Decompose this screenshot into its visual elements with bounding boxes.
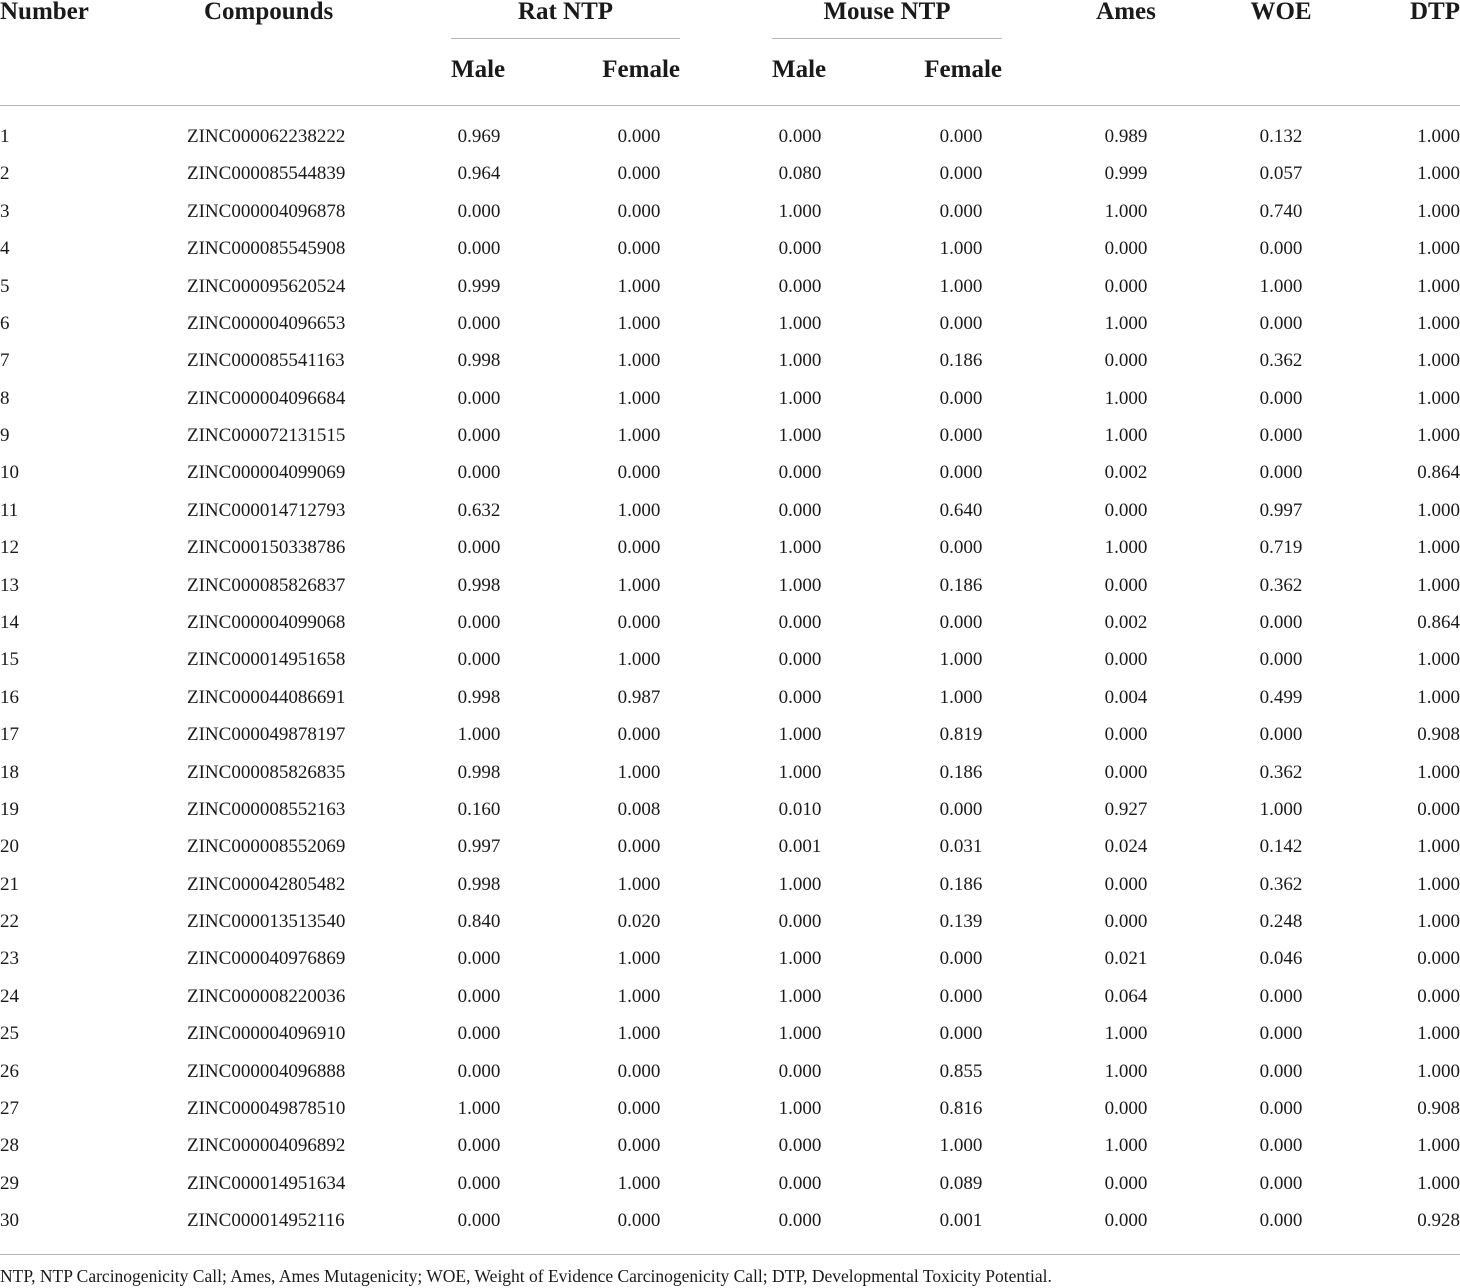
cell-dtp: 1.000 bbox=[1417, 1135, 1460, 1157]
cell-mouse-male: 1.000 bbox=[778, 724, 822, 746]
cell-rat-female: 0.000 bbox=[617, 724, 661, 746]
header-ames: Ames bbox=[1096, 0, 1156, 25]
cell-rat-female: 0.000 bbox=[617, 126, 661, 147]
cell-dtp: 1.000 bbox=[1417, 574, 1460, 596]
cell-number: 9 bbox=[0, 425, 10, 446]
cell-dtp: 1.000 bbox=[1417, 649, 1460, 671]
cell-number: 20 bbox=[0, 836, 19, 858]
cell-compound: ZINC000062238222 bbox=[187, 126, 346, 147]
cell-mouse-female: 0.000 bbox=[939, 425, 983, 446]
cell-woe: 0.000 bbox=[1259, 1135, 1303, 1157]
cell-number: 13 bbox=[0, 574, 19, 596]
cell-mouse-male: 1.000 bbox=[778, 1023, 822, 1045]
cell-number: 10 bbox=[0, 462, 19, 484]
cell-mouse-female: 0.001 bbox=[939, 1210, 983, 1231]
cell-mouse-male: 0.000 bbox=[778, 1135, 822, 1157]
cell-mouse-male: 0.000 bbox=[778, 611, 822, 633]
cell-mouse-male: 0.000 bbox=[778, 686, 822, 708]
cell-number: 22 bbox=[0, 911, 19, 932]
cell-ames: 0.000 bbox=[1104, 275, 1148, 297]
cell-dtp: 1.000 bbox=[1417, 911, 1460, 932]
cell-rat-male: 0.000 bbox=[457, 1060, 501, 1082]
cell-ames: 0.002 bbox=[1104, 462, 1148, 484]
cell-dtp: 1.000 bbox=[1417, 200, 1460, 222]
cell-ames: 0.024 bbox=[1104, 836, 1148, 858]
cell-dtp: 1.000 bbox=[1417, 312, 1460, 334]
cell-woe: 0.000 bbox=[1259, 1023, 1303, 1045]
cell-number: 27 bbox=[0, 1097, 19, 1119]
cell-rat-male: 0.000 bbox=[457, 1172, 501, 1194]
cell-dtp: 1.000 bbox=[1417, 387, 1460, 409]
cell-rat-male: 0.998 bbox=[457, 686, 501, 708]
cell-mouse-female: 0.000 bbox=[939, 126, 983, 147]
cell-dtp: 1.000 bbox=[1417, 1172, 1460, 1194]
cell-woe: 0.000 bbox=[1259, 649, 1303, 671]
cell-mouse-female: 0.089 bbox=[939, 1172, 983, 1194]
cell-mouse-male: 1.000 bbox=[778, 948, 822, 970]
cell-rat-female: 1.000 bbox=[617, 350, 661, 372]
cell-woe: 0.057 bbox=[1259, 163, 1303, 185]
header-mouse-male: Male bbox=[772, 56, 827, 83]
cell-dtp: 0.908 bbox=[1417, 1097, 1460, 1119]
table-bottom-rule bbox=[0, 1254, 1460, 1255]
cell-mouse-female: 0.000 bbox=[939, 163, 983, 185]
cell-mouse-female: 0.031 bbox=[939, 836, 983, 858]
cell-ames: 0.000 bbox=[1104, 911, 1148, 932]
cell-mouse-female: 0.000 bbox=[939, 312, 983, 334]
cell-mouse-female: 0.000 bbox=[939, 798, 983, 820]
cell-rat-male: 0.000 bbox=[457, 985, 501, 1007]
cell-mouse-female: 0.186 bbox=[939, 873, 983, 895]
cell-dtp: 1.000 bbox=[1417, 238, 1460, 260]
cell-mouse-female: 0.186 bbox=[939, 574, 983, 596]
cell-ames: 0.021 bbox=[1104, 948, 1148, 970]
cell-woe: 0.740 bbox=[1259, 200, 1303, 222]
cell-rat-male: 0.998 bbox=[457, 574, 501, 596]
cell-rat-female: 1.000 bbox=[617, 649, 661, 671]
cell-ames: 1.000 bbox=[1104, 312, 1148, 334]
cell-ames: 0.927 bbox=[1104, 798, 1148, 820]
cell-woe: 0.362 bbox=[1259, 873, 1303, 895]
header-mouse-ntp: Mouse NTP bbox=[823, 0, 951, 25]
cell-rat-male: 0.000 bbox=[457, 611, 501, 633]
cell-mouse-female: 0.819 bbox=[939, 724, 983, 746]
cell-dtp: 1.000 bbox=[1417, 163, 1460, 185]
cell-rat-male: 1.000 bbox=[457, 724, 501, 746]
cell-mouse-female: 0.816 bbox=[939, 1097, 983, 1119]
cell-number: 18 bbox=[0, 761, 19, 783]
cell-mouse-male: 0.001 bbox=[778, 836, 822, 858]
cell-mouse-male: 1.000 bbox=[778, 537, 822, 559]
cell-ames: 0.000 bbox=[1104, 499, 1148, 521]
cell-mouse-male: 1.000 bbox=[778, 574, 822, 596]
cell-dtp: 1.000 bbox=[1417, 1060, 1460, 1082]
cell-compound: ZINC000042805482 bbox=[187, 873, 346, 895]
cell-ames: 1.000 bbox=[1104, 1135, 1148, 1157]
cell-number: 16 bbox=[0, 686, 19, 708]
cell-compound: ZINC000085544839 bbox=[187, 163, 346, 185]
cell-mouse-female: 0.000 bbox=[939, 200, 983, 222]
cell-number: 3 bbox=[0, 200, 10, 222]
cell-mouse-male: 0.000 bbox=[778, 1172, 822, 1194]
cell-number: 4 bbox=[0, 238, 10, 260]
header-mouse-female: Female bbox=[924, 56, 1002, 83]
cell-rat-female: 1.000 bbox=[617, 761, 661, 783]
header-woe: WOE bbox=[1250, 0, 1312, 25]
header-dtp: DTP bbox=[1410, 0, 1460, 25]
cell-compound: ZINC000013513540 bbox=[187, 911, 346, 932]
cell-rat-female: 0.000 bbox=[617, 611, 661, 633]
cell-woe: 1.000 bbox=[1259, 275, 1303, 297]
cell-woe: 0.719 bbox=[1259, 537, 1303, 559]
cell-mouse-male: 1.000 bbox=[778, 1097, 822, 1119]
cell-compound: ZINC000004096653 bbox=[187, 312, 346, 334]
cell-rat-male: 0.969 bbox=[457, 126, 501, 147]
cell-compound: ZINC000085826835 bbox=[187, 761, 346, 783]
cell-woe: 0.000 bbox=[1259, 1172, 1303, 1194]
cell-dtp: 1.000 bbox=[1417, 537, 1460, 559]
cell-mouse-female: 0.186 bbox=[939, 761, 983, 783]
cell-rat-male: 0.964 bbox=[457, 163, 501, 185]
header-rat-female: Female bbox=[602, 56, 680, 83]
cell-rat-male: 0.000 bbox=[457, 537, 501, 559]
cell-number: 23 bbox=[0, 948, 19, 970]
cell-compound: ZINC000014951658 bbox=[187, 649, 346, 671]
header-rat-ntp: Rat NTP bbox=[517, 0, 614, 25]
cell-dtp: 0.000 bbox=[1417, 985, 1460, 1007]
cell-rat-female: 0.987 bbox=[617, 686, 661, 708]
cell-rat-male: 0.000 bbox=[457, 425, 501, 446]
cell-rat-male: 0.000 bbox=[457, 462, 501, 484]
cell-mouse-female: 0.000 bbox=[939, 1023, 983, 1045]
cell-mouse-female: 0.000 bbox=[939, 611, 983, 633]
cell-compound: ZINC000049878510 bbox=[187, 1097, 346, 1119]
cell-rat-male: 0.000 bbox=[457, 238, 501, 260]
cell-number: 21 bbox=[0, 873, 19, 895]
cell-mouse-male: 1.000 bbox=[778, 312, 822, 334]
cell-number: 12 bbox=[0, 537, 19, 559]
cell-woe: 0.000 bbox=[1259, 1060, 1303, 1082]
cell-number: 17 bbox=[0, 724, 19, 746]
cell-compound: ZINC000014712793 bbox=[187, 499, 346, 521]
cell-number: 25 bbox=[0, 1023, 19, 1045]
cell-dtp: 1.000 bbox=[1417, 686, 1460, 708]
cell-rat-female: 1.000 bbox=[617, 387, 661, 409]
cell-compound: ZINC000085541163 bbox=[187, 350, 345, 372]
cell-mouse-female: 0.186 bbox=[939, 350, 983, 372]
cell-mouse-male: 1.000 bbox=[778, 350, 822, 372]
cell-compound: ZINC000044086691 bbox=[187, 686, 346, 708]
cell-compound: ZINC000150338786 bbox=[187, 537, 346, 559]
cell-rat-female: 1.000 bbox=[617, 1023, 661, 1045]
cell-mouse-male: 0.000 bbox=[778, 1060, 822, 1082]
cell-rat-female: 0.000 bbox=[617, 200, 661, 222]
cell-compound: ZINC000008220036 bbox=[187, 985, 346, 1007]
cell-compound: ZINC000014952116 bbox=[187, 1210, 345, 1231]
cell-mouse-male: 0.000 bbox=[778, 275, 822, 297]
cell-woe: 0.000 bbox=[1259, 425, 1303, 446]
cell-rat-female: 0.000 bbox=[617, 1060, 661, 1082]
cell-rat-male: 0.000 bbox=[457, 1135, 501, 1157]
mouse-ntp-group-rule bbox=[772, 38, 1002, 39]
cell-mouse-female: 0.000 bbox=[939, 537, 983, 559]
cell-dtp: 1.000 bbox=[1417, 275, 1460, 297]
cell-compound: ZINC000040976869 bbox=[187, 948, 346, 970]
cell-compound: ZINC000004096888 bbox=[187, 1060, 346, 1082]
cell-ames: 0.064 bbox=[1104, 985, 1148, 1007]
cell-ames: 0.000 bbox=[1104, 574, 1148, 596]
cell-ames: 0.000 bbox=[1104, 238, 1148, 260]
cell-dtp: 1.000 bbox=[1417, 350, 1460, 372]
cell-rat-male: 0.000 bbox=[457, 312, 501, 334]
cell-rat-male: 0.998 bbox=[457, 761, 501, 783]
cell-ames: 0.004 bbox=[1104, 686, 1148, 708]
cell-mouse-female: 0.000 bbox=[939, 462, 983, 484]
cell-ames: 0.000 bbox=[1104, 1172, 1148, 1194]
cell-ames: 0.000 bbox=[1104, 873, 1148, 895]
cell-dtp: 0.000 bbox=[1417, 798, 1460, 820]
cell-mouse-male: 1.000 bbox=[778, 387, 822, 409]
cell-mouse-male: 0.000 bbox=[778, 1210, 822, 1231]
cell-woe: 0.000 bbox=[1259, 238, 1303, 260]
cell-woe: 0.000 bbox=[1259, 611, 1303, 633]
cell-woe: 0.000 bbox=[1259, 387, 1303, 409]
cell-rat-female: 1.000 bbox=[617, 425, 661, 446]
cell-ames: 0.000 bbox=[1104, 761, 1148, 783]
cell-compound: ZINC000049878197 bbox=[187, 724, 346, 746]
cell-rat-female: 0.000 bbox=[617, 462, 661, 484]
cell-number: 15 bbox=[0, 649, 19, 671]
cell-number: 5 bbox=[0, 275, 10, 297]
cell-mouse-female: 0.000 bbox=[939, 985, 983, 1007]
cell-rat-female: 0.008 bbox=[617, 798, 661, 820]
cell-rat-female: 1.000 bbox=[617, 574, 661, 596]
cell-ames: 0.000 bbox=[1104, 350, 1148, 372]
cell-mouse-male: 1.000 bbox=[778, 985, 822, 1007]
cell-woe: 0.362 bbox=[1259, 574, 1303, 596]
cell-mouse-male: 0.000 bbox=[778, 238, 822, 260]
cell-ames: 0.000 bbox=[1104, 1097, 1148, 1119]
cell-woe: 0.000 bbox=[1259, 1210, 1303, 1231]
cell-rat-male: 0.000 bbox=[457, 1210, 501, 1231]
cell-number: 26 bbox=[0, 1060, 19, 1082]
cell-mouse-male: 1.000 bbox=[778, 200, 822, 222]
cell-rat-male: 0.000 bbox=[457, 1023, 501, 1045]
cell-rat-male: 0.998 bbox=[457, 350, 501, 372]
cell-rat-female: 0.000 bbox=[617, 1097, 661, 1119]
cell-ames: 0.002 bbox=[1104, 611, 1148, 633]
cell-compound: ZINC000085545908 bbox=[187, 238, 346, 260]
cell-ames: 0.000 bbox=[1104, 724, 1148, 746]
cell-rat-female: 1.000 bbox=[617, 948, 661, 970]
cell-rat-female: 1.000 bbox=[617, 873, 661, 895]
cell-rat-female: 1.000 bbox=[617, 499, 661, 521]
cell-dtp: 0.908 bbox=[1417, 724, 1460, 746]
cell-number: 19 bbox=[0, 798, 19, 820]
cell-compound: ZINC000004099068 bbox=[187, 611, 346, 633]
cell-woe: 0.000 bbox=[1259, 462, 1303, 484]
cell-number: 11 bbox=[0, 499, 19, 521]
cell-compound: ZINC000008552163 bbox=[187, 798, 346, 820]
cell-number: 24 bbox=[0, 985, 19, 1007]
cell-rat-male: 0.000 bbox=[457, 387, 501, 409]
cell-ames: 1.000 bbox=[1104, 1060, 1148, 1082]
cell-woe: 0.362 bbox=[1259, 350, 1303, 372]
cell-woe: 0.142 bbox=[1259, 836, 1303, 858]
header-number: Number bbox=[0, 0, 89, 25]
cell-mouse-male: 0.080 bbox=[778, 163, 822, 185]
cell-woe: 0.499 bbox=[1259, 686, 1303, 708]
cell-dtp: 1.000 bbox=[1417, 126, 1460, 147]
rat-ntp-group-rule bbox=[451, 38, 680, 39]
cell-ames: 0.000 bbox=[1104, 1210, 1148, 1231]
table-footnote: NTP, NTP Carcinogenicity Call; Ames, Ames Mutagenicity; WOE, Weight of Evidence Carcinogenicity Call; DTP, Developmental Toxicity Potential. bbox=[0, 1266, 1052, 1286]
header-compounds: Compounds bbox=[204, 0, 334, 25]
cell-compound: ZINC000095620524 bbox=[187, 275, 346, 297]
cell-number: 7 bbox=[0, 350, 10, 372]
cell-mouse-female: 0.000 bbox=[939, 387, 983, 409]
cell-compound: ZINC000004096910 bbox=[187, 1023, 346, 1045]
cell-woe: 0.132 bbox=[1259, 126, 1303, 147]
cell-mouse-female: 1.000 bbox=[939, 275, 983, 297]
cell-number: 29 bbox=[0, 1172, 19, 1194]
cell-woe: 1.000 bbox=[1259, 798, 1303, 820]
cell-mouse-male: 0.010 bbox=[778, 798, 822, 820]
cell-rat-male: 0.999 bbox=[457, 275, 501, 297]
cell-rat-female: 1.000 bbox=[617, 1172, 661, 1194]
cell-compound: ZINC000004099069 bbox=[187, 462, 346, 484]
cell-mouse-female: 0.855 bbox=[939, 1060, 983, 1082]
cell-rat-female: 0.000 bbox=[617, 238, 661, 260]
cell-woe: 0.046 bbox=[1259, 948, 1303, 970]
header-bottom-rule bbox=[0, 105, 1460, 106]
cell-dtp: 1.000 bbox=[1417, 761, 1460, 783]
cell-dtp: 0.864 bbox=[1417, 611, 1460, 633]
cell-rat-female: 1.000 bbox=[617, 985, 661, 1007]
cell-woe: 0.248 bbox=[1259, 911, 1303, 932]
cell-ames: 1.000 bbox=[1104, 537, 1148, 559]
cell-rat-female: 1.000 bbox=[617, 312, 661, 334]
cell-rat-male: 0.000 bbox=[457, 948, 501, 970]
cell-number: 8 bbox=[0, 387, 10, 409]
cell-rat-male: 0.840 bbox=[457, 911, 501, 932]
cell-compound: ZINC000085826837 bbox=[187, 574, 346, 596]
cell-mouse-female: 1.000 bbox=[939, 1135, 983, 1157]
cell-dtp: 0.928 bbox=[1417, 1210, 1460, 1231]
cell-number: 6 bbox=[0, 312, 10, 334]
cell-compound: ZINC000004096878 bbox=[187, 200, 346, 222]
cell-number: 14 bbox=[0, 611, 19, 633]
cell-rat-female: 0.020 bbox=[617, 911, 661, 932]
header-rat-male: Male bbox=[451, 56, 506, 83]
cell-compound: ZINC000014951634 bbox=[187, 1172, 346, 1194]
cell-rat-female: 0.000 bbox=[617, 163, 661, 185]
cell-dtp: 1.000 bbox=[1417, 425, 1460, 446]
cell-rat-male: 0.000 bbox=[457, 200, 501, 222]
cell-rat-female: 1.000 bbox=[617, 275, 661, 297]
cell-compound: ZINC000072131515 bbox=[187, 425, 346, 446]
cell-rat-male: 1.000 bbox=[457, 1097, 501, 1119]
cell-mouse-male: 0.000 bbox=[778, 499, 822, 521]
cell-rat-female: 0.000 bbox=[617, 1135, 661, 1157]
cell-rat-male: 0.632 bbox=[457, 499, 501, 521]
cell-mouse-male: 1.000 bbox=[778, 425, 822, 446]
cell-mouse-female: 0.139 bbox=[939, 911, 983, 932]
cell-woe: 0.000 bbox=[1259, 985, 1303, 1007]
cell-compound: ZINC000004096684 bbox=[187, 387, 346, 409]
cell-compound: ZINC000004096892 bbox=[187, 1135, 346, 1157]
cell-number: 1 bbox=[0, 126, 10, 147]
cell-mouse-male: 1.000 bbox=[778, 761, 822, 783]
cell-number: 28 bbox=[0, 1135, 19, 1157]
cell-number: 2 bbox=[0, 163, 10, 185]
cell-mouse-female: 0.000 bbox=[939, 948, 983, 970]
cell-woe: 0.000 bbox=[1259, 724, 1303, 746]
cell-rat-male: 0.160 bbox=[457, 798, 501, 820]
cell-ames: 1.000 bbox=[1104, 387, 1148, 409]
cell-number: 30 bbox=[0, 1210, 19, 1231]
cell-dtp: 1.000 bbox=[1417, 873, 1460, 895]
cell-rat-male: 0.998 bbox=[457, 873, 501, 895]
cell-woe: 0.000 bbox=[1259, 1097, 1303, 1119]
cell-woe: 0.000 bbox=[1259, 312, 1303, 334]
cell-dtp: 1.000 bbox=[1417, 836, 1460, 858]
cell-rat-female: 0.000 bbox=[617, 1210, 661, 1231]
cell-mouse-male: 0.000 bbox=[778, 649, 822, 671]
cell-mouse-female: 1.000 bbox=[939, 686, 983, 708]
cell-woe: 0.362 bbox=[1259, 761, 1303, 783]
cell-mouse-female: 1.000 bbox=[939, 238, 983, 260]
cell-ames: 0.000 bbox=[1104, 649, 1148, 671]
cell-mouse-male: 0.000 bbox=[778, 462, 822, 484]
cell-ames: 1.000 bbox=[1104, 200, 1148, 222]
cell-mouse-female: 0.640 bbox=[939, 499, 983, 521]
cell-mouse-female: 1.000 bbox=[939, 649, 983, 671]
cell-ames: 0.999 bbox=[1104, 163, 1148, 185]
cell-rat-male: 0.000 bbox=[457, 649, 501, 671]
cell-mouse-male: 0.000 bbox=[778, 126, 822, 147]
cell-mouse-male: 1.000 bbox=[778, 873, 822, 895]
cell-rat-female: 0.000 bbox=[617, 836, 661, 858]
cell-dtp: 0.864 bbox=[1417, 462, 1460, 484]
cell-compound: ZINC000008552069 bbox=[187, 836, 346, 858]
cell-ames: 1.000 bbox=[1104, 425, 1148, 446]
cell-dtp: 0.000 bbox=[1417, 948, 1460, 970]
cell-ames: 0.989 bbox=[1104, 126, 1148, 147]
cell-mouse-male: 0.000 bbox=[778, 911, 822, 932]
cell-woe: 0.997 bbox=[1259, 499, 1303, 521]
cell-dtp: 1.000 bbox=[1417, 499, 1460, 521]
cell-rat-female: 0.000 bbox=[617, 537, 661, 559]
cell-rat-male: 0.997 bbox=[457, 836, 501, 858]
cell-ames: 1.000 bbox=[1104, 1023, 1148, 1045]
cell-dtp: 1.000 bbox=[1417, 1023, 1460, 1045]
